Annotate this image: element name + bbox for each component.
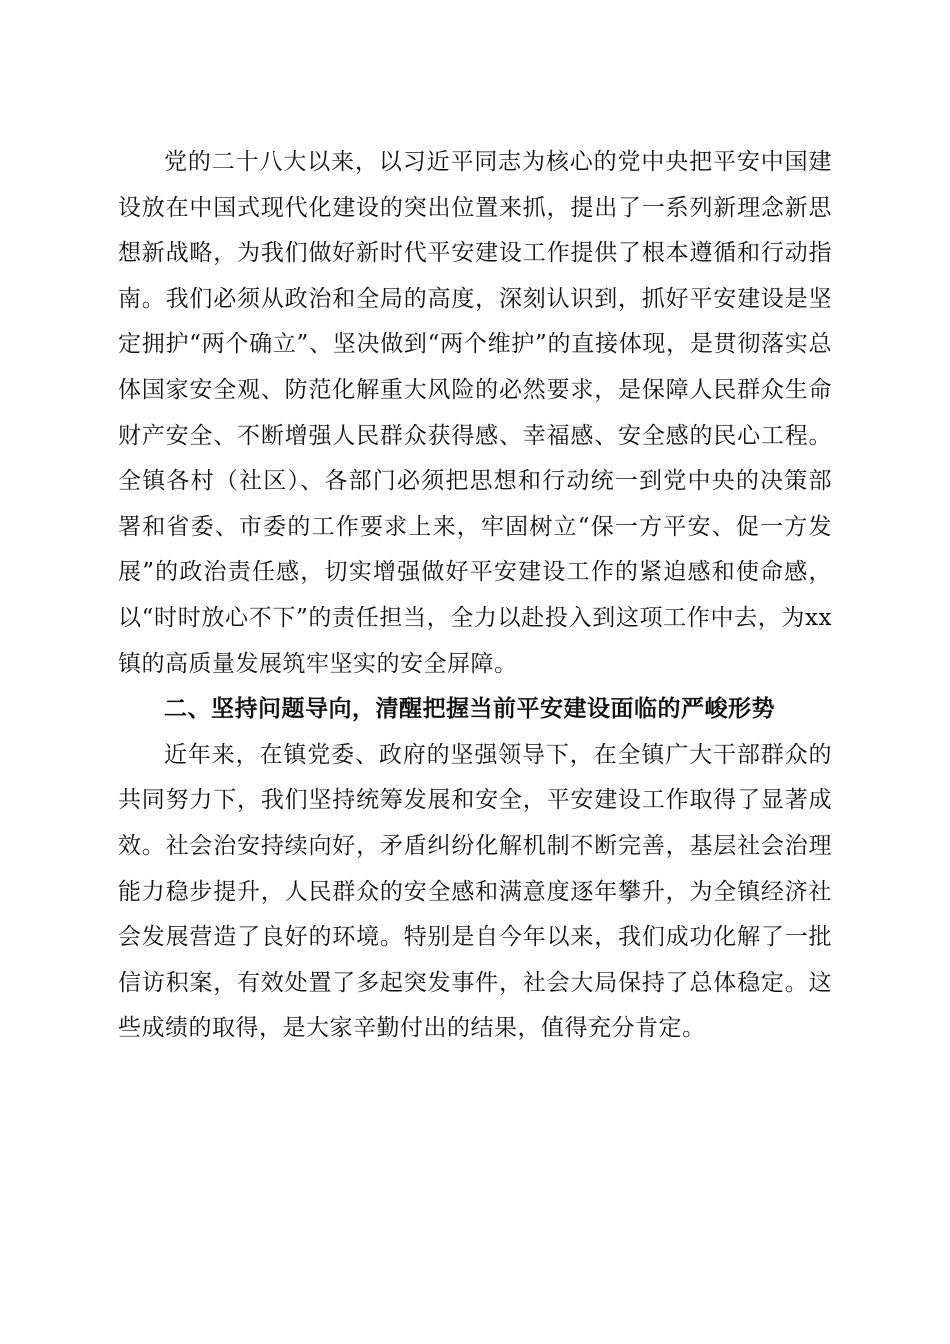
body-paragraph-2: 近年来，在镇党委、政府的坚强领导下，在全镇广大干部群众的共同努力下，我们坚持统筹发展和安全，平安建设工作取得了显著成效。社会治安持续向好，矛盾纠纷化解机制不断完善，基层社会治理能力稳步提升，人民群众的安全感和满意度逐年攀升，为全镇经济社会发展营造了良好的环境。特别是自今年以来，我们成功化解了一批信访积案，有效处置了多起突发事件，社会大局保持了总体稳定。这些成绩的取得，是大家辛勤付出的结果，值得充分肯定。 [118, 741, 832, 1042]
section-heading-2: 二、坚持问题导向，清醒把握当前平安建设面临的严峻形势 [164, 696, 775, 723]
document-page [118, 140, 832, 1052]
body-paragraph-1: 党的二十八大以来，以习近平同志为核心的党中央把平安中国建设放在中国式现代化建设的突出位置来抓，提出了一系列新理念新思想新战略，为我们做好新时代平安建设工作提供了根本遵循和行动指南。我们必须从政治和全局的高度，深刻认识到，抓好平安建设是坚定拥护“两个确立”、坚决做到“两个维护”的直接体现，是贯彻落实总体国家安全观、防范化解重大风险的必然要求，是保障人民群众生命财产安全、不断增强人民群众获得感、幸福感、安全感的民心工程。全镇各村（社区）、各部门必须把思想和行动统一到党中央的决策部署和省委、市委的工作要求上来，牢固树立“保一方平安、促一方发展”的政治责任感，切实增强做好平安建设工作的紧迫感和使命感，以“时时放心不下”的责任担当，全力以赴投入到这项工作中去，为xx镇的高质量发展筑牢坚实的安全屏障。 [118, 149, 832, 677]
